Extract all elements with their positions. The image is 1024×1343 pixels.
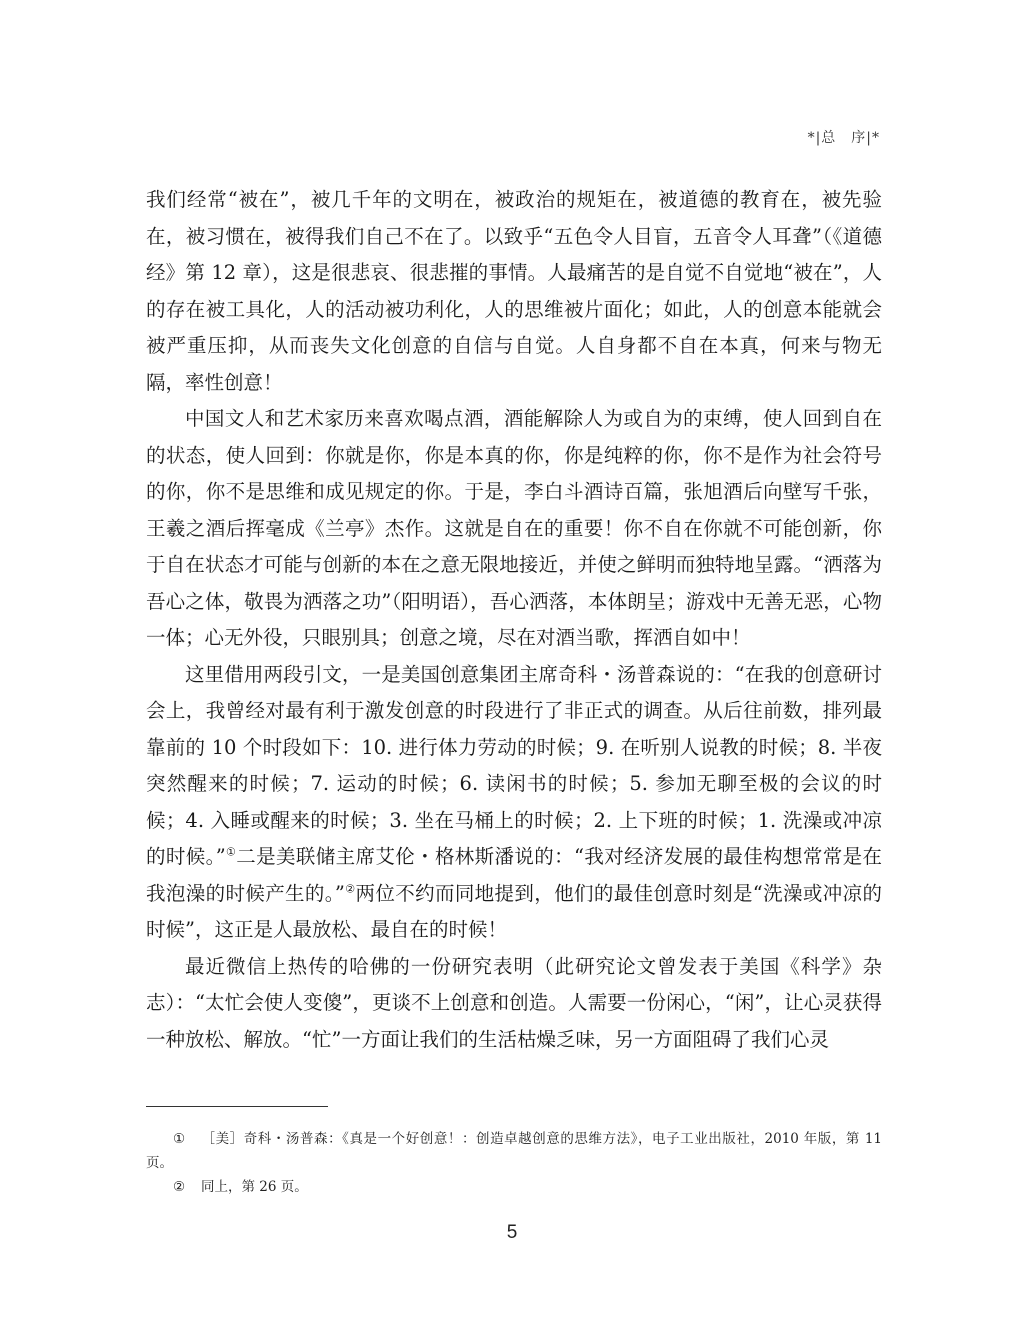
footnotes bbox=[146, 1127, 882, 1199]
page-number: 5 bbox=[506, 1222, 518, 1243]
quote-part-3: 两位不约而同地提到，他们的最佳创意时刻是“洗澡或冲凉的时候”，这正是人最放松、最自在的时候！ bbox=[146, 881, 882, 941]
footnote-divider bbox=[146, 1106, 328, 1107]
quote-part-1: 这里借用两段引文，一是美国创意集团主席奇科・汤普森说的：“在我的创意研讨会上，我曾经对最有利于激发创意的时段进行了非正式的调查。从后往前数，排列最靠前的 10 个时段如下：10. 进行体力劳动的时候；9. 在听别人说教的时候；8. 半夜突然醒来的时候；7. 运动的时候；6. 读闲书的时候；5. 参加无聊至极的会议的时候；4. 入睡或醒来的时候；3. 坐在马桶上的时候；2. 上下班的时候；1. 洗澡或冲凉的时候。” bbox=[146, 662, 882, 868]
footnote-text: 同上，第 26 页。 bbox=[201, 1179, 308, 1195]
paragraph-3 bbox=[146, 657, 882, 949]
body-text bbox=[146, 182, 882, 1058]
footnote-text: ［美］奇科・汤普森：《真是一个好创意！：创造卓越创意的思维方法》，电子工业出版社，2010 年版，第 11 页。 bbox=[146, 1131, 882, 1171]
footnote-ref-1: ① bbox=[225, 845, 237, 859]
running-head: *|总 序|* bbox=[807, 130, 880, 146]
footnote-1 bbox=[146, 1127, 882, 1175]
footnote-mark: ① bbox=[173, 1131, 186, 1147]
footnote-mark: ② bbox=[173, 1179, 186, 1195]
footnote-ref-2: ② bbox=[344, 882, 356, 895]
quote-part-2: 二是美联储主席艾伦・格林斯潘说的：“我对经济发展的最佳构想常常是在我泡澡的时候产生的。” bbox=[146, 845, 882, 905]
paragraph-2: 中国文人和艺术家历来喜欢喝点酒，酒能解除人为或自为的束缚，使人回到自在的状态，使人回到：你就是你，你是本真的你，你是纯粹的你，你不是作为社会符号的你，你不是思维和成见规定的你。于是，李白斗酒诗百篇，张旭酒后向壁写千张，王羲之酒后挥毫成《兰亭》杰作。这就是自在的重要！你不自在你就不可能创新，你于自在状态才可能与创新的本在之意无限地接近，并使之鲜明而独特地呈露。“洒落为吾心之体，敬畏为洒落之功”（阳明语），吾心洒落，本体朗呈；游戏中无善无恶，心物一体；心无外役，只眼别具；创意之境，尽在对酒当歌，挥洒自如中！ bbox=[146, 407, 882, 649]
paragraph-4: 最近微信上热传的哈佛的一份研究表明（此研究论文曾发表于美国《科学》杂志）：“太忙会使人变傻”，更谈不上创意和创造。人需要一份闲心，“闲”，让心灵获得一种放松、解放。“忙”一方面让我们的生活枯燥乏味，另一方面阻碍了我们心灵 bbox=[146, 954, 882, 1051]
footnote-2 bbox=[146, 1175, 882, 1199]
paragraph-1: 我们经常“被在”，被几千年的文明在，被政治的规矩在，被道德的教育在，被先验在，被习惯在，被得我们自己不在了。以致乎“五色令人目盲，五音令人耳聋”（《道德经》第 12 章），这是很悲哀、很悲摧的事情。人最痛苦的是自觉不自觉地“被在”，人的存在被工具化，人的活动被功利化，人的思维被片面化；如此，人的创意本能就会被严重压抑，从而丧失文化创意的自信与自觉。人自身都不自在本真，何来与物无隔，率性创意！ bbox=[146, 188, 882, 394]
